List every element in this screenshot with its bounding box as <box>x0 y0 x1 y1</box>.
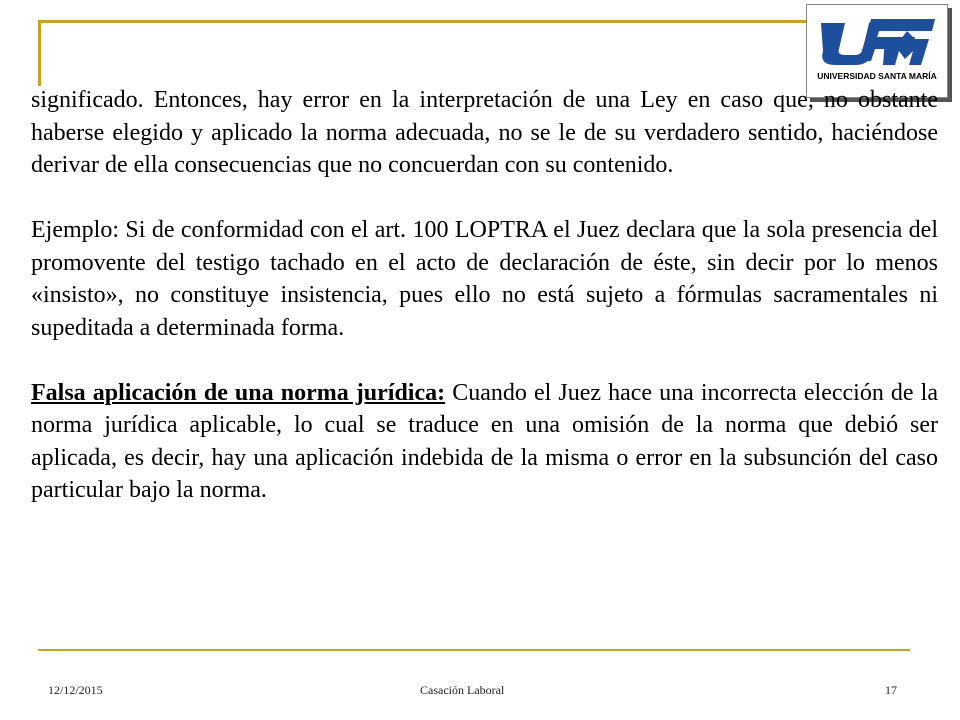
paragraph-example: Ejemplo: Si de conformidad con el art. 100 LOPTRA el Juez declara que la sola presencia del promovente del testigo tachado en el acto de declaración de éste, sin decir por lo menos «insisto», no constituye insistencia, pues ello no está sujeto a fórmulas sacramentales ni supeditada a determinada forma. <box>31 217 938 341</box>
bottom-border-line <box>38 649 910 651</box>
paragraph-false-application <box>31 377 938 507</box>
false-application-heading: Falsa aplicación de una norma jurídica: <box>31 379 446 406</box>
footer-date: 12/12/2015 <box>48 683 103 697</box>
false-application-text: Cuando el Juez hace una incorrecta elección de la norma jurídica aplicable, lo cual se traduce en una omisión de la norma que debió ser aplicada, es decir, hay una aplicación indebida de la misma o error en la subsunción del caso particular bajo la norma. <box>31 379 938 503</box>
slide-body <box>31 84 938 507</box>
paragraph-interpretation: significado. Entonces, hay error en la interpretación de una Ley en caso que, no obstante haberse elegido y aplicado la norma adecuada, no se le de su verdadero sentido, haciéndose derivar de ella consecuencias que no concuerdan con su contenido. <box>31 87 938 178</box>
top-border-line <box>38 20 814 23</box>
left-border-line <box>38 20 41 86</box>
logo-caption: UNIVERSIDAD SANTA MARÍA <box>817 71 937 81</box>
usm-logo-icon <box>815 9 939 71</box>
footer-title: Casación Laboral <box>420 683 505 697</box>
footer-page-number: 17 <box>885 683 897 697</box>
